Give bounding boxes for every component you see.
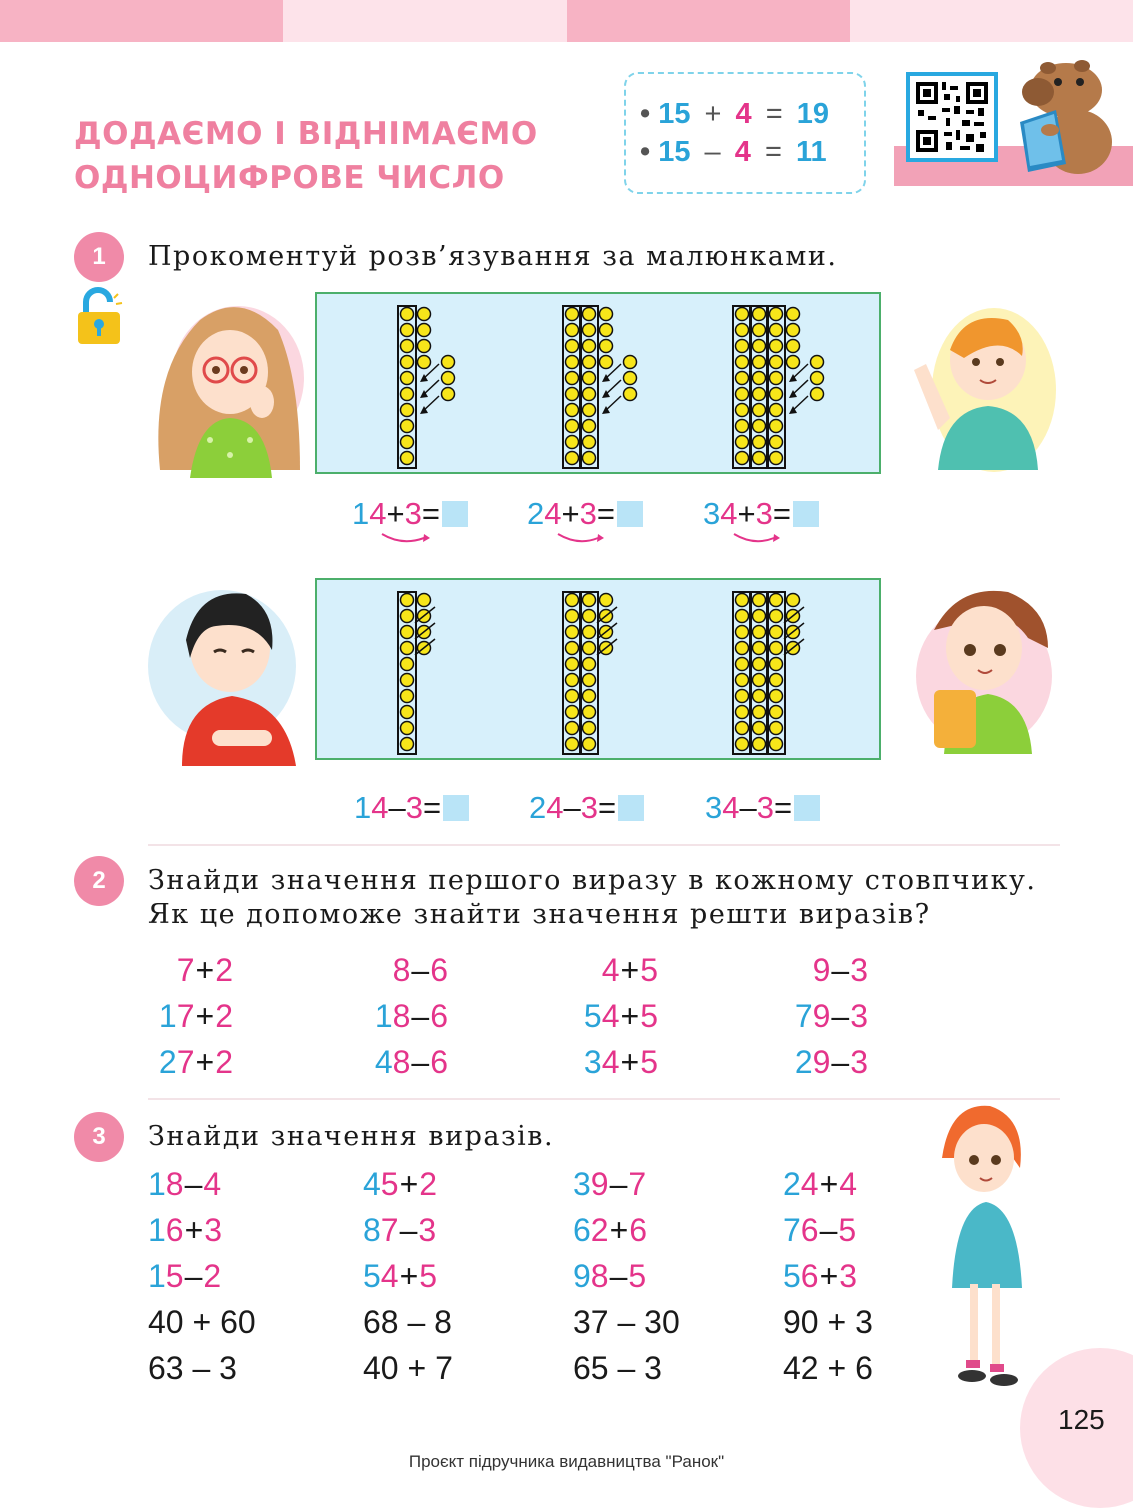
unlock-icon bbox=[76, 286, 124, 352]
bead bbox=[770, 594, 783, 607]
bead bbox=[770, 388, 783, 401]
added-bead bbox=[624, 356, 637, 369]
add-eq-1: 14+3= bbox=[352, 496, 468, 532]
added-bead bbox=[624, 388, 637, 401]
bead bbox=[401, 420, 414, 433]
unit-bead bbox=[600, 308, 613, 321]
divider bbox=[148, 1098, 1060, 1100]
bead bbox=[401, 690, 414, 703]
bead bbox=[401, 388, 414, 401]
bead bbox=[753, 420, 766, 433]
task-2-text-line-2: Як це допоможе знайти значення решти виразів? bbox=[148, 899, 931, 930]
expression: 90 + 3 bbox=[783, 1304, 873, 1340]
bead bbox=[401, 626, 414, 639]
bead bbox=[736, 308, 749, 321]
bead bbox=[583, 404, 596, 417]
footer-note: Проєкт підручника видавництва "Ранок" bbox=[408, 1452, 725, 1471]
bead bbox=[566, 642, 579, 655]
bead bbox=[401, 452, 414, 465]
expression: 40 + 60 bbox=[148, 1304, 256, 1340]
bead bbox=[583, 610, 596, 623]
bead bbox=[401, 308, 414, 321]
bead bbox=[736, 610, 749, 623]
bead bbox=[401, 324, 414, 337]
page-number: 125 bbox=[1058, 1404, 1105, 1435]
expression: 17+2 bbox=[158, 998, 233, 1034]
unit-bead bbox=[418, 594, 431, 607]
bead bbox=[401, 706, 414, 719]
title-line-1: ДОДАЄМО І ВІДНІМАЄМО bbox=[74, 116, 538, 152]
bead bbox=[566, 340, 579, 353]
bead bbox=[753, 690, 766, 703]
bead bbox=[770, 372, 783, 385]
task-3-text: Знайди значення виразів. bbox=[148, 1121, 555, 1152]
bead bbox=[583, 594, 596, 607]
bead bbox=[770, 626, 783, 639]
bead bbox=[566, 658, 579, 671]
bead bbox=[770, 340, 783, 353]
bead bbox=[770, 674, 783, 687]
bead bbox=[583, 372, 596, 385]
bead bbox=[736, 452, 749, 465]
expression: 16+3 bbox=[148, 1212, 223, 1248]
bead bbox=[401, 404, 414, 417]
bead bbox=[770, 356, 783, 369]
bead bbox=[770, 324, 783, 337]
bead bbox=[566, 674, 579, 687]
bead bbox=[770, 642, 783, 655]
bead bbox=[770, 658, 783, 671]
bead bbox=[753, 738, 766, 751]
bead bbox=[736, 674, 749, 687]
answer-box[interactable] bbox=[443, 795, 469, 821]
expression: 65 – 3 bbox=[573, 1350, 662, 1386]
bead bbox=[583, 388, 596, 401]
added-bead bbox=[624, 372, 637, 385]
bead bbox=[736, 706, 749, 719]
bead bbox=[736, 658, 749, 671]
addition-beads-drawing bbox=[317, 294, 879, 472]
answer-box[interactable] bbox=[618, 795, 644, 821]
bead bbox=[753, 706, 766, 719]
unit-bead bbox=[600, 340, 613, 353]
bead bbox=[583, 356, 596, 369]
expression: 42 + 6 bbox=[783, 1350, 873, 1386]
bead bbox=[401, 436, 414, 449]
bead bbox=[401, 674, 414, 687]
bead bbox=[566, 356, 579, 369]
bead bbox=[583, 308, 596, 321]
top-band-2 bbox=[283, 0, 567, 42]
bead bbox=[753, 642, 766, 655]
answer-box[interactable] bbox=[793, 501, 819, 527]
unit-bead bbox=[418, 324, 431, 337]
bead bbox=[770, 420, 783, 433]
bead bbox=[736, 324, 749, 337]
task-3-number: 3 bbox=[74, 1112, 124, 1162]
bead bbox=[736, 372, 749, 385]
standing-girl-illustration bbox=[930, 1098, 1030, 1402]
bead bbox=[736, 690, 749, 703]
bead bbox=[401, 722, 414, 735]
expression: 39–7 bbox=[573, 1166, 647, 1202]
answer-box[interactable] bbox=[794, 795, 820, 821]
sub-eq-1: 14–3= bbox=[354, 790, 469, 826]
unit-bead bbox=[418, 356, 431, 369]
bead bbox=[566, 738, 579, 751]
bead bbox=[583, 674, 596, 687]
bead bbox=[583, 324, 596, 337]
bead bbox=[566, 420, 579, 433]
unit-bead bbox=[787, 340, 800, 353]
bead bbox=[736, 356, 749, 369]
unit-bead bbox=[787, 324, 800, 337]
page-title bbox=[74, 112, 538, 200]
expression: 27+2 bbox=[158, 1044, 233, 1080]
bead bbox=[401, 642, 414, 655]
bead bbox=[401, 356, 414, 369]
bead bbox=[770, 738, 783, 751]
unit-bead bbox=[600, 356, 613, 369]
bead bbox=[770, 404, 783, 417]
bead bbox=[736, 404, 749, 417]
bead bbox=[753, 610, 766, 623]
bead bbox=[736, 436, 749, 449]
unit-bead bbox=[418, 308, 431, 321]
bead bbox=[736, 420, 749, 433]
add-eq-2: 24+3= bbox=[527, 496, 643, 532]
bead bbox=[770, 722, 783, 735]
bead bbox=[753, 658, 766, 671]
bead bbox=[583, 706, 596, 719]
title-line-2: ОДНОЦИФРОВЕ ЧИСЛО bbox=[74, 160, 505, 196]
bead bbox=[736, 340, 749, 353]
added-bead bbox=[811, 372, 824, 385]
bead bbox=[753, 356, 766, 369]
sub-eq-2: 24–3= bbox=[529, 790, 644, 826]
add-arcs bbox=[352, 528, 872, 552]
bead bbox=[753, 674, 766, 687]
boy-arms-crossed-illustration bbox=[146, 580, 300, 770]
bead bbox=[736, 722, 749, 735]
bead bbox=[566, 436, 579, 449]
bead bbox=[753, 340, 766, 353]
bead bbox=[566, 706, 579, 719]
bead bbox=[583, 436, 596, 449]
expression: 18–6 bbox=[374, 998, 448, 1034]
bead bbox=[753, 388, 766, 401]
expression: 87–3 bbox=[363, 1212, 437, 1248]
bead bbox=[753, 626, 766, 639]
bead bbox=[401, 372, 414, 385]
rule-box bbox=[624, 72, 866, 194]
expression: 76–5 bbox=[783, 1212, 857, 1248]
bead bbox=[566, 324, 579, 337]
expression: 40 + 7 bbox=[363, 1350, 453, 1386]
top-band-1 bbox=[0, 0, 283, 42]
expression: 9–3 bbox=[812, 952, 868, 988]
bead bbox=[753, 308, 766, 321]
bead bbox=[753, 722, 766, 735]
unit-bead bbox=[418, 340, 431, 353]
bead bbox=[770, 690, 783, 703]
bead bbox=[566, 594, 579, 607]
divider bbox=[148, 844, 1060, 846]
task-2-text bbox=[148, 864, 1036, 932]
qr-code[interactable] bbox=[906, 72, 998, 162]
task-1-text: Прокоментуй розв’язування за малюнками. bbox=[148, 241, 838, 272]
capybara-reading-illustration bbox=[1010, 52, 1120, 181]
addition-equations bbox=[352, 496, 872, 552]
rule-addition: • 15 + 4 = 19 bbox=[640, 98, 830, 130]
bead bbox=[566, 610, 579, 623]
expression: 98–5 bbox=[573, 1258, 647, 1294]
bead bbox=[753, 372, 766, 385]
bead bbox=[583, 690, 596, 703]
top-band-4 bbox=[850, 0, 1133, 42]
sub-eq-3: 34–3= bbox=[705, 790, 820, 826]
subtraction-bead-panel bbox=[315, 578, 881, 760]
unit-bead bbox=[600, 594, 613, 607]
bead bbox=[753, 594, 766, 607]
added-bead bbox=[442, 388, 455, 401]
bead bbox=[566, 690, 579, 703]
unit-bead bbox=[600, 324, 613, 337]
bead bbox=[770, 436, 783, 449]
bead bbox=[401, 658, 414, 671]
expression: 29–3 bbox=[794, 1044, 868, 1080]
boy-pointing-illustration bbox=[904, 300, 1060, 480]
added-bead bbox=[811, 356, 824, 369]
bead bbox=[401, 738, 414, 751]
task-2-number: 2 bbox=[74, 856, 124, 906]
expression: 45+2 bbox=[363, 1166, 438, 1202]
expression: 24+4 bbox=[783, 1166, 858, 1202]
bead bbox=[770, 452, 783, 465]
expression: 63 – 3 bbox=[148, 1350, 237, 1386]
rule-subtraction: • 15 – 4 = 11 bbox=[640, 136, 827, 168]
subtraction-equations bbox=[354, 790, 874, 830]
bead bbox=[753, 404, 766, 417]
bead bbox=[753, 452, 766, 465]
addition-bead-panel bbox=[315, 292, 881, 474]
expression: 79–3 bbox=[794, 998, 868, 1034]
bead bbox=[770, 706, 783, 719]
bead bbox=[566, 626, 579, 639]
bead bbox=[566, 722, 579, 735]
bead bbox=[736, 626, 749, 639]
added-bead bbox=[442, 356, 455, 369]
task-2-expressions bbox=[148, 952, 908, 1092]
bead bbox=[566, 388, 579, 401]
task-2-text-line-1: Знайди значення першого виразу в кожному стовпчику. bbox=[148, 865, 1037, 896]
unit-bead bbox=[787, 356, 800, 369]
task-1-number: 1 bbox=[74, 232, 124, 282]
bead bbox=[583, 340, 596, 353]
bead bbox=[401, 340, 414, 353]
girl-with-book-illustration bbox=[908, 578, 1064, 758]
bead bbox=[736, 388, 749, 401]
bead bbox=[753, 436, 766, 449]
bead bbox=[583, 642, 596, 655]
expression: 15–2 bbox=[148, 1258, 222, 1294]
task-3-expressions bbox=[148, 1166, 908, 1396]
bead bbox=[583, 420, 596, 433]
expression: 62+6 bbox=[573, 1212, 648, 1248]
top-band-3 bbox=[567, 0, 850, 42]
expression: 4+5 bbox=[601, 952, 658, 988]
bead bbox=[566, 452, 579, 465]
expression: 7+2 bbox=[176, 952, 233, 988]
bead bbox=[566, 372, 579, 385]
expression: 54+5 bbox=[583, 998, 658, 1034]
added-bead bbox=[442, 372, 455, 385]
unit-bead bbox=[787, 594, 800, 607]
bead bbox=[566, 308, 579, 321]
bead bbox=[770, 610, 783, 623]
bead bbox=[583, 658, 596, 671]
bead bbox=[401, 594, 414, 607]
bead bbox=[583, 452, 596, 465]
bead bbox=[401, 610, 414, 623]
expression: 8–6 bbox=[392, 952, 448, 988]
bead bbox=[583, 626, 596, 639]
expression: 68 – 8 bbox=[363, 1304, 452, 1340]
bead bbox=[753, 324, 766, 337]
answer-box[interactable] bbox=[617, 501, 643, 527]
expression: 48–6 bbox=[374, 1044, 448, 1080]
bead bbox=[566, 404, 579, 417]
expression: 56+3 bbox=[783, 1258, 858, 1294]
bead bbox=[770, 308, 783, 321]
unit-bead bbox=[787, 308, 800, 321]
answer-box[interactable] bbox=[442, 501, 468, 527]
bead bbox=[736, 594, 749, 607]
girl-with-glasses-illustration bbox=[150, 290, 310, 484]
expression: 37 – 30 bbox=[573, 1304, 680, 1340]
expression: 54+5 bbox=[363, 1258, 438, 1294]
expression: 34+5 bbox=[583, 1044, 658, 1080]
bead bbox=[583, 738, 596, 751]
bead bbox=[736, 738, 749, 751]
add-eq-3: 34+3= bbox=[703, 496, 819, 532]
added-bead bbox=[811, 388, 824, 401]
bead bbox=[583, 722, 596, 735]
bead bbox=[736, 642, 749, 655]
expression: 18–4 bbox=[148, 1166, 222, 1202]
subtraction-beads-drawing bbox=[317, 580, 879, 758]
